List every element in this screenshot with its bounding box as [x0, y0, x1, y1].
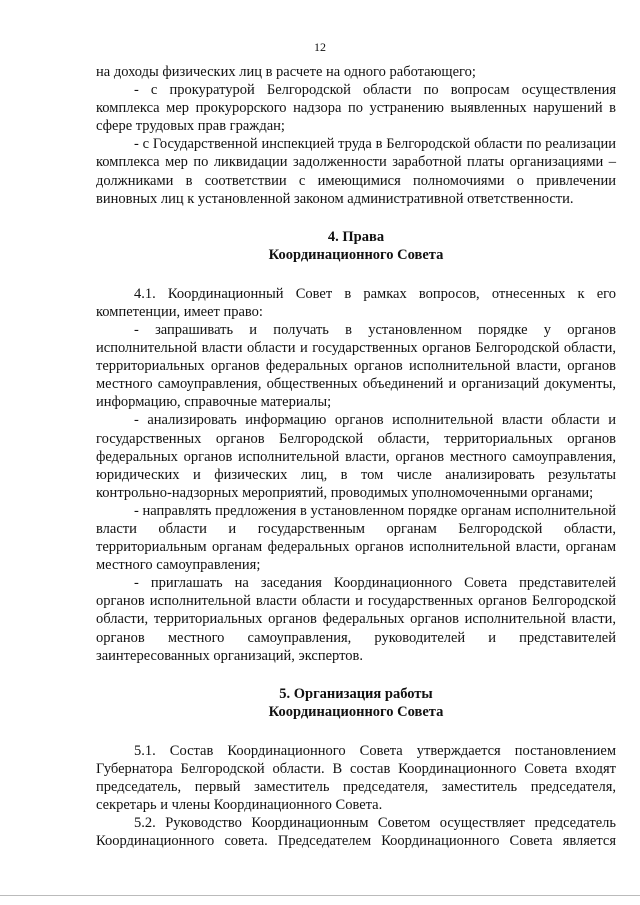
paragraph-4-propose: - направлять предложения в установленном порядке органам исполнительной власти области и государственным органам Белгородской области, территориальным органам федеральных органов исполнительной власти, органам местного самоуправления; [96, 502, 616, 574]
section-4-heading-number: 4. Права [327, 228, 385, 245]
paragraph-4-1: 4.1. Координационный Совет в рамках вопросов, отнесенных к его компетенции, имеет право: [96, 285, 616, 320]
paragraph-4-invite: - приглашать на заседания Координационного Совета представителей органов исполнительной власти области и государственных органов Белгородской области, территориальных органов федеральных органов исполнительной власти, органов местного самоуправления, руководителей и представителей заинтересованных организаций, экспертов. [96, 575, 616, 664]
section-5-heading-title: Координационного Совета [268, 704, 444, 721]
spacer [96, 665, 616, 685]
section-5-heading-number: 5. Организация работы [279, 685, 433, 702]
spacer [96, 265, 616, 285]
section-4-heading-title: Координационного Совета [268, 247, 444, 264]
paragraph-4-analyze: - анализировать информацию органов исполнительной власти области и государственных органов Белгородской области, территориальных органов федеральных органов исполнительной власти, органов местного самоуправления, юридических и физических лиц, в том числе анализировать результаты контрольно-надзорных мероприятий, проводимых уполномоченными органами; [96, 412, 616, 501]
document-body [96, 63, 616, 850]
page-number: 12 [314, 40, 326, 54]
paragraph-income-tax: на доходы физических лиц в расчете на одного работающего; [96, 64, 476, 80]
paragraph-4-request: - запрашивать и получать в установленном порядке у органов исполнительной власти области и государственных органов Белгородской области, территориальных органов федеральных органов исполнительной власти, органов местного самоуправления, общественных объединений и организаций документы, информацию, справочные материалы; [96, 321, 616, 411]
paragraph-prosecutor: - с прокуратурой Белгородской области по вопросам осуществления комплекса мер прокурорского надзора по устранению выявленных нарушений в сфере трудовых прав граждан; [96, 82, 616, 135]
paragraph-labor-inspection: - с Государственной инспекцией труда в Белгородской области по реализации комплекса мер по ликвидации задолженности заработной платы организациями – должниками в соответствии с имеющимися полномочиями о привлечении виновных лиц к установленной законом административной ответственности. [96, 136, 616, 207]
spacer [96, 722, 616, 742]
paragraph-5-2: 5.2. Руководство Координационным Советом осуществляет председатель Координационного совета. Председателем Координационного Совета является [96, 815, 616, 850]
page-bottom-edge [0, 895, 640, 896]
paragraph-5-1: 5.1. Состав Координационного Совета утверждается постановлением Губернатора Белгородской области. В состав Координационного Совета входят председатель, первый заместитель председателя, заместитель председателя, секретарь и члены Координационного Совета. [96, 742, 616, 813]
spacer [96, 208, 616, 228]
